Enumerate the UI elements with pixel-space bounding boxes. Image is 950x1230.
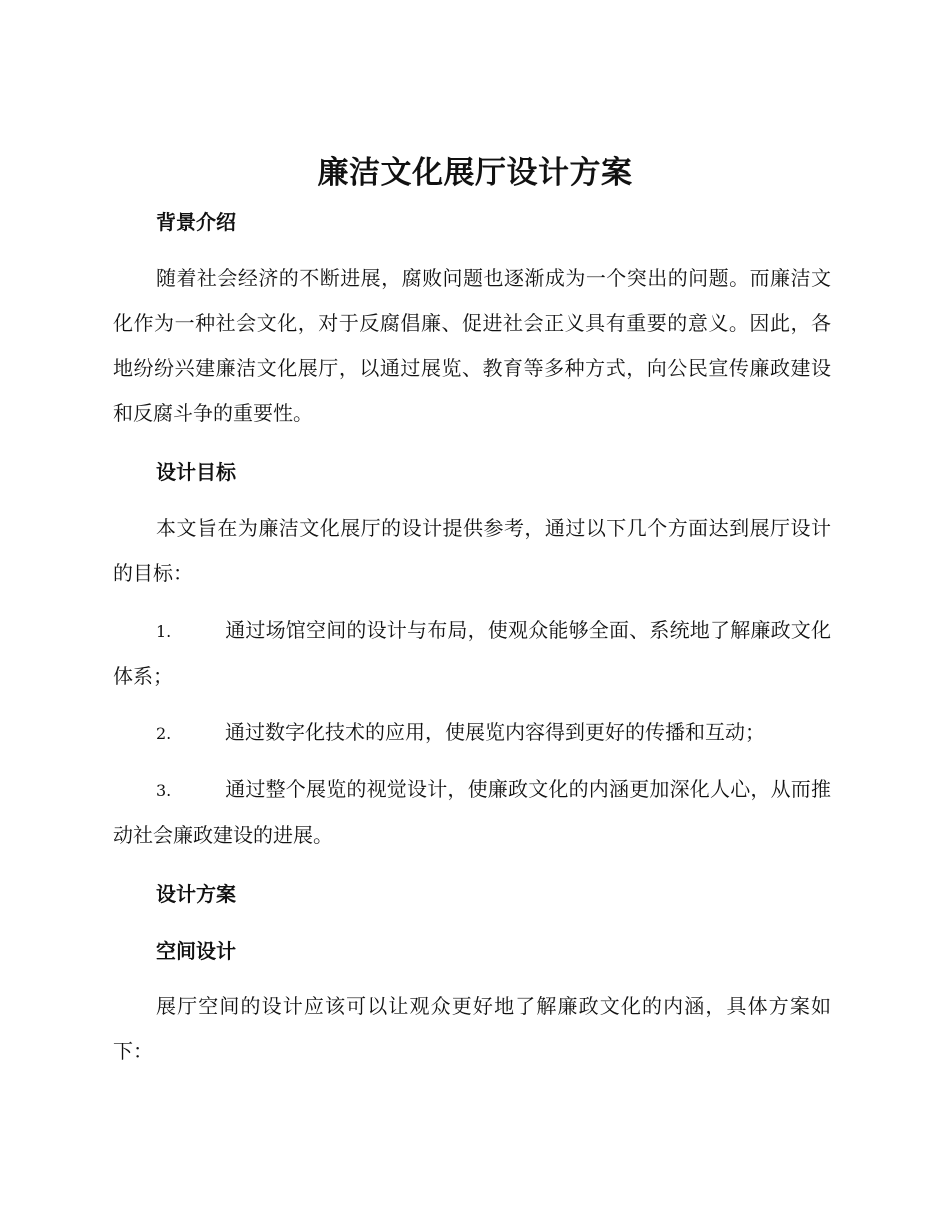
list-item [113, 710, 831, 756]
section-heading-plan: 设计方案 [156, 882, 236, 906]
list-item-text: 通过场馆空间的设计与布局，使观众能够全面、系统地了解廉政文化体系； [113, 618, 831, 688]
section-heading-space: 空间设计 [156, 939, 236, 963]
document-title: 廉洁文化展厅设计方案 [317, 155, 633, 191]
list-item-number: 2. [156, 724, 172, 743]
paragraph-space: 展厅空间的设计应该可以让观众更好地了解廉政文化的内涵，具体方案如下： [113, 994, 831, 1063]
list-item-number: 1. [156, 622, 172, 641]
list-item-number: 3. [156, 781, 172, 800]
list-item [113, 608, 831, 699]
paragraph-goals: 本文旨在为廉洁文化展厅的设计提供参考，通过以下几个方面达到展厅设计的目标： [113, 516, 831, 585]
section-heading-background: 背景介绍 [156, 210, 236, 234]
list-item [113, 767, 831, 858]
list-item-text: 通过数字化技术的应用，使展览内容得到更好的传播和互动； [225, 720, 765, 744]
list-item-text: 通过整个展览的视觉设计，使廉政文化的内涵更加深化人心，从而推动社会廉政建设的进展。 [113, 777, 831, 847]
section-heading-goals: 设计目标 [156, 460, 236, 484]
paragraph-background: 随着社会经济的不断进展，腐败问题也逐渐成为一个突出的问题。而廉洁文化作为一种社会文化，对于反腐倡廉、促进社会正义具有重要的意义。因此，各地纷纷兴建廉洁文化展厅，以通过展览、教育等多种方式，向公民宣传廉政建设和反腐斗争的重要性。 [113, 266, 831, 425]
